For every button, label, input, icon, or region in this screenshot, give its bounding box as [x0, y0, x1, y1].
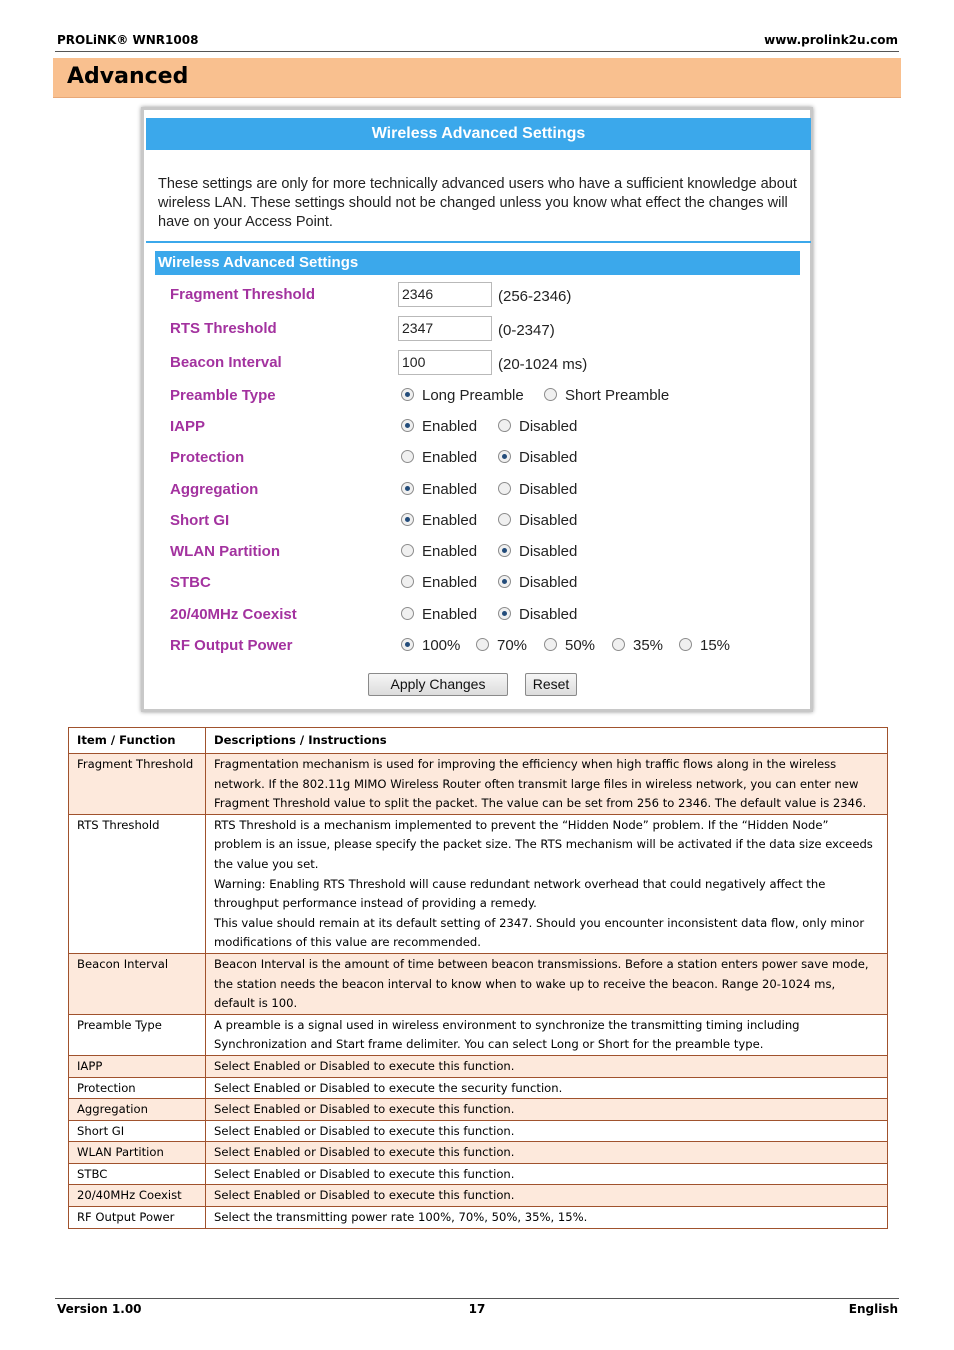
- table-row: [69, 1055, 888, 1077]
- protection-disabled-label: Disabled: [519, 449, 578, 466]
- row-description-cell: [206, 1099, 888, 1121]
- wlanpart-enabled-option[interactable]: [401, 539, 477, 565]
- stbc-label: STBC: [170, 574, 211, 591]
- table-row: [69, 1077, 888, 1099]
- row-item-cell: RTS Threshold: [69, 814, 206, 953]
- stbc-enabled-label: Enabled: [422, 574, 478, 591]
- radio-icon[interactable]: [401, 638, 414, 651]
- page-header-right: www.prolink2u.com: [764, 33, 898, 47]
- description-paragraph: RTS Threshold is a mechanism implemented to prevent the “Hidden Node” problem. If the “Hidden Node” problem is an issue, please specify the packet size. The RTS mechanism will be activated if the data size exceeds the value you set.: [214, 817, 873, 871]
- radio-icon[interactable]: [498, 419, 511, 432]
- wlanpart-disabled-label: Disabled: [519, 543, 578, 560]
- iapp-disabled-option[interactable]: [498, 414, 577, 440]
- row-rts: [144, 316, 809, 342]
- radio-icon[interactable]: [498, 607, 511, 620]
- settings-screenshot: [141, 107, 813, 712]
- row-item-cell: Aggregation: [69, 1099, 206, 1121]
- preamble-short-label: Short Preamble: [565, 387, 670, 404]
- row-description-cell: [206, 953, 888, 1014]
- reset-button[interactable]: Reset: [525, 673, 577, 696]
- row-description-cell: [206, 1055, 888, 1077]
- rf-power-100-label: 100%: [422, 637, 461, 654]
- table-row: [69, 814, 888, 953]
- table-row: [69, 1142, 888, 1164]
- aggregation-enabled-label: Enabled: [422, 481, 478, 498]
- row-item-cell: WLAN Partition: [69, 1142, 206, 1164]
- radio-icon[interactable]: [401, 419, 414, 432]
- preamble-label: Preamble Type: [170, 387, 276, 404]
- aggregation-disabled-label: Disabled: [519, 481, 578, 498]
- wlanpart-enabled-label: Enabled: [422, 543, 478, 560]
- screenshot-divider: [146, 241, 811, 243]
- radio-icon[interactable]: [401, 388, 414, 401]
- beacon-label: Beacon Interval: [170, 354, 282, 371]
- stbc-disabled-option[interactable]: [498, 570, 577, 596]
- table-row: [69, 1207, 888, 1229]
- row-coexist: [144, 602, 809, 628]
- row-iapp: [144, 414, 809, 440]
- row-description-cell: [206, 814, 888, 953]
- iapp-enabled-option[interactable]: [401, 414, 477, 440]
- beacon-input[interactable]: 100: [398, 350, 492, 375]
- apply-changes-button[interactable]: Apply Changes: [368, 673, 508, 696]
- radio-icon[interactable]: [498, 513, 511, 526]
- row-item-cell: STBC: [69, 1163, 206, 1185]
- section-banner: [53, 58, 901, 98]
- row-description-cell: [206, 1163, 888, 1185]
- rf-power-label: RF Output Power: [170, 637, 293, 654]
- stbc-disabled-label: Disabled: [519, 574, 578, 591]
- footer-divider: [55, 1298, 899, 1299]
- description-paragraph: Select Enabled or Disabled to execute this function.: [214, 1058, 515, 1073]
- settings-subtitle: Wireless Advanced Settings: [155, 251, 800, 275]
- radio-icon[interactable]: [401, 607, 414, 620]
- rf-power-15-label: 15%: [700, 637, 731, 654]
- row-preamble: [144, 383, 809, 409]
- protection-enabled-option[interactable]: [401, 445, 477, 471]
- row-description-cell: [206, 1014, 888, 1055]
- iapp-disabled-label: Disabled: [519, 418, 578, 435]
- row-item-cell: IAPP: [69, 1055, 206, 1077]
- protection-disabled-option[interactable]: [498, 445, 577, 471]
- description-paragraph: Warning: Enabling RTS Threshold will cause redundant network overhead that could negatively affect the throughput performance instead of providing a remedy.: [214, 876, 826, 911]
- row-description-cell: [206, 1142, 888, 1164]
- row-description-cell: [206, 1077, 888, 1099]
- shortgi-disabled-option[interactable]: [498, 508, 577, 534]
- shortgi-label: Short GI: [170, 512, 230, 529]
- radio-icon[interactable]: [544, 638, 557, 651]
- aggregation-label: Aggregation: [170, 481, 259, 498]
- row-aggregation: [144, 477, 809, 503]
- row-protection: [144, 445, 809, 471]
- radio-icon[interactable]: [401, 513, 414, 526]
- radio-icon[interactable]: [498, 482, 511, 495]
- footer-language: English: [848, 1302, 898, 1316]
- rf-power-50-label: 50%: [565, 637, 596, 654]
- fragment-range: (256-2346): [498, 288, 572, 305]
- rf-power-70-label: 70%: [497, 637, 528, 654]
- beacon-range: (20-1024 ms): [498, 356, 588, 373]
- footer-version: Version 1.00: [57, 1302, 142, 1316]
- table-row: [69, 1163, 888, 1185]
- screenshot-intro: These settings are only for more technically advanced users who have a sufficient knowledge about wireless LAN. These settings should not be changed unless you know what effect the changes will have on your Access Point.: [158, 176, 797, 230]
- description-paragraph: Select Enabled or Disabled to execute the security function.: [214, 1080, 563, 1095]
- coexist-enabled-label: Enabled: [422, 606, 478, 623]
- section-title: Advanced: [67, 64, 189, 89]
- preamble-short-option[interactable]: [544, 383, 669, 409]
- row-description-cell: [206, 1207, 888, 1229]
- description-paragraph: Select Enabled or Disabled to execute this function.: [214, 1145, 515, 1160]
- row-description-cell: [206, 754, 888, 815]
- row-beacon: [144, 350, 809, 376]
- row-shortgi: [144, 508, 809, 534]
- row-item-cell: RF Output Power: [69, 1207, 206, 1229]
- description-paragraph: Fragmentation mechanism is used for improving the efficiency when high traffic flows along in the wireless network. If the 802.11g MIMO Wireless Router often transmit large files in wireless network, you can enter new Fragment Threshold value to split the packet. The value can be set from 256 to 2346. The default value is 2346.: [214, 757, 867, 811]
- screenshot-title: Wireless Advanced Settings: [146, 118, 811, 150]
- shortgi-enabled-option[interactable]: [401, 508, 477, 534]
- fragment-input[interactable]: 2346: [398, 282, 492, 307]
- rf-power-15-option[interactable]: [679, 633, 730, 659]
- table-header-row: [69, 728, 888, 754]
- table-row: [69, 1120, 888, 1142]
- preamble-long-option[interactable]: [401, 383, 524, 409]
- row-stbc: [144, 570, 809, 596]
- radio-icon[interactable]: [401, 575, 414, 588]
- coexist-enabled-option[interactable]: [401, 602, 477, 628]
- table-row: [69, 1099, 888, 1121]
- aggregation-enabled-option[interactable]: [401, 477, 477, 503]
- row-item-cell: Preamble Type: [69, 1014, 206, 1055]
- row-description-cell: [206, 1120, 888, 1142]
- description-paragraph: Select Enabled or Disabled to execute this function.: [214, 1123, 515, 1138]
- description-table: [68, 727, 888, 1229]
- table-row: [69, 1014, 888, 1055]
- coexist-disabled-label: Disabled: [519, 606, 578, 623]
- description-paragraph: Select Enabled or Disabled to execute this function.: [214, 1102, 515, 1117]
- header-divider: [55, 51, 899, 52]
- radio-icon[interactable]: [498, 450, 511, 463]
- rf-power-100-option[interactable]: [401, 633, 460, 659]
- column-header-item: Item / Function: [69, 728, 206, 754]
- protection-enabled-label: Enabled: [422, 449, 478, 466]
- row-item-cell: Beacon Interval: [69, 953, 206, 1014]
- shortgi-enabled-label: Enabled: [422, 512, 478, 529]
- description-paragraph: Select Enabled or Disabled to execute this function.: [214, 1188, 515, 1203]
- description-paragraph: A preamble is a signal used in wireless environment to synchronize the transmitting timing including Synchronization and Start frame delimiter. You can select Long or Short for the preamble type.: [214, 1017, 800, 1052]
- radio-icon[interactable]: [401, 450, 414, 463]
- table-row: [69, 953, 888, 1014]
- column-header-description: Descriptions / Instructions: [206, 728, 888, 754]
- radio-icon[interactable]: [401, 544, 414, 557]
- wlanpart-disabled-option[interactable]: [498, 539, 577, 565]
- table-row: [69, 1185, 888, 1207]
- description-paragraph: Beacon Interval is the amount of time between beacon transmissions. Before a station enters power save mode, the station needs the beacon interval to know when to wake up to receive the beacon. Range 20-1024 ms, default is 100.: [214, 956, 869, 1011]
- iapp-enabled-label: Enabled: [422, 418, 478, 435]
- coexist-label: 20/40MHz Coexist: [170, 606, 297, 623]
- rf-power-35-label: 35%: [633, 637, 664, 654]
- radio-icon[interactable]: [498, 575, 511, 588]
- radio-icon[interactable]: [498, 544, 511, 557]
- fragment-label: Fragment Threshold: [170, 286, 316, 303]
- rts-input[interactable]: 2347: [398, 316, 492, 341]
- row-item-cell: Fragment Threshold: [69, 754, 206, 815]
- rf-power-70-option[interactable]: [476, 633, 527, 659]
- row-item-cell: 20/40MHz Coexist: [69, 1185, 206, 1207]
- wlanpart-label: WLAN Partition: [170, 543, 280, 560]
- page-number: 17: [468, 1302, 486, 1316]
- preamble-long-label: Long Preamble: [422, 387, 524, 404]
- description-paragraph: This value should remain at its default setting of 2347. Should you encounter inconsistent data flow, only minor modifications of this value are recommended.: [214, 915, 865, 950]
- aggregation-disabled-option[interactable]: [498, 477, 577, 503]
- description-paragraph: Select Enabled or Disabled to execute this function.: [214, 1166, 515, 1181]
- radio-icon[interactable]: [401, 482, 414, 495]
- description-paragraph: Select the transmitting power rate 100%, 70%, 50%, 35%, 15%.: [214, 1210, 588, 1225]
- row-rf-power: [144, 633, 809, 659]
- row-wlanpart: [144, 539, 809, 565]
- table-row: [69, 754, 888, 815]
- page-header-left: PROLiNK® WNR1008: [57, 33, 199, 47]
- radio-icon[interactable]: [476, 638, 489, 651]
- row-fragment: [144, 282, 809, 308]
- rts-range: (0-2347): [498, 322, 555, 339]
- rf-power-35-option[interactable]: [612, 633, 663, 659]
- row-description-cell: [206, 1185, 888, 1207]
- rts-label: RTS Threshold: [170, 320, 277, 337]
- shortgi-disabled-label: Disabled: [519, 512, 578, 529]
- row-item-cell: Short GI: [69, 1120, 206, 1142]
- rf-power-50-option[interactable]: [544, 633, 595, 659]
- radio-icon[interactable]: [679, 638, 692, 651]
- coexist-disabled-option[interactable]: [498, 602, 577, 628]
- radio-icon[interactable]: [612, 638, 625, 651]
- protection-label: Protection: [170, 449, 245, 466]
- iapp-label: IAPP: [170, 418, 206, 435]
- table-body: [69, 754, 888, 1229]
- radio-icon[interactable]: [544, 388, 557, 401]
- row-item-cell: Protection: [69, 1077, 206, 1099]
- stbc-enabled-option[interactable]: [401, 570, 477, 596]
